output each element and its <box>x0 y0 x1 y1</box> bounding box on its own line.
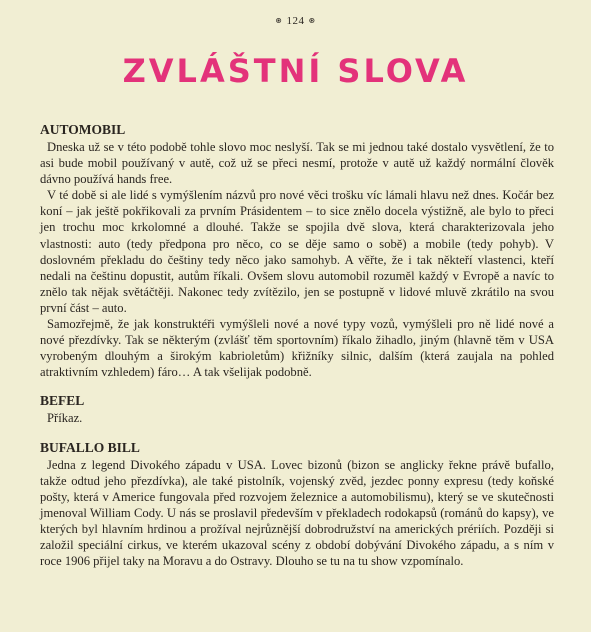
entry-bufallo-bill <box>40 440 554 570</box>
chapter-title: ZVLÁŠTNÍ SLOVA <box>122 52 469 90</box>
page-number-text: 124 <box>286 15 305 27</box>
entry-paragraph: Příkaz. <box>47 411 83 426</box>
entry-paragraph: V té době si ale lidé s vymýšlením názvů pro nové věci trošku víc lámali hlavu než dnes. Kočár bez koní – jak ještě pokřikovali za prvním Prásidentem – to sice znělo docela výstižně, ale bylo to přeci jen trochu moc krkolomné a dlouhé. Takže se spojila dvě slova, která charakterizovala jeho vlastnosti: auto (tedy předpona pro něco, co se děje samo o sobě) a mobile (tedy pohyb). V doslovném překladu do češtiny tedy něco jako samohyb. A věřte, že i tak někteří vlastenci, kteří nedali na češtinu dopustit, autům říkali. Ovšem slovu automobil rozuměl každý v Evropě a navíc to znělo tak nějak světáčtěji. Nakonec tedy zvítězilo, jen se postupně v lidové mluvě zkrátilo na svou první část – auto. <box>40 188 554 315</box>
entry-automobil <box>40 122 554 380</box>
entry-paragraph: Samozřejmě, že jak konstruktéři vymýšleli nové a nové typy vozů, vymýšleli pro ně lidé nové a nové přezdívky. Tak se některým (zvlášť těm sportovním) říkalo žihadlo, jiným (hlavně těm v USA vyrobeným dlouhým a širokým kabrioletům) křižníky silnic, dalším (která zaujala na pohled atraktivním vzhledem) fáro… A tak všelijak podobně. <box>40 317 554 380</box>
ornament-dot-icon: ⊛ <box>275 16 283 25</box>
entry-befel <box>40 393 554 426</box>
ornament-dot-icon: ⊛ <box>308 16 316 25</box>
entry-paragraph: Dneska už se v této podobě tohle slovo moc neslyší. Tak se mi jednou také dostalo vysvětlení, že to asi bude mobil používaný v autě, což už se přeci nesmí, protože v autě už každý normální člověk dávno používá hands free. <box>40 140 554 187</box>
entry-heading: AUTOMOBIL <box>40 122 126 137</box>
page-number <box>0 15 591 27</box>
entry-paragraph: Jedna z legend Divokého západu v USA. Lovec bizonů (bizon se anglicky řekne právě bufallo, takže odtud jeho přezdívka), ale také pistolník, vojenský zvěd, jezdec ponny expresu (tedy koňské pošty, která v Americe fungovala před rozvojem železnice a automobilismu), který se ve skutečnosti jmenoval William Cody. U nás se proslavil především v překladech rodokapsů (románů do kapsy), ve kterých byl hlavním hrdinou a prožíval nejrůznější dobrodružství na amerických prériích. Později si založil speciální cirkus, ve kterém ukazoval scény z období dobývání Divokého západu, a s ním v roce 1906 přijel taky na Moravu a do Ostravy. Dlouho se tu na tu show vzpomínalo. <box>40 457 554 569</box>
entry-heading: BEFEL <box>40 393 85 409</box>
entry-heading: BUFALLO BILL <box>40 439 140 455</box>
page-content <box>40 122 554 582</box>
